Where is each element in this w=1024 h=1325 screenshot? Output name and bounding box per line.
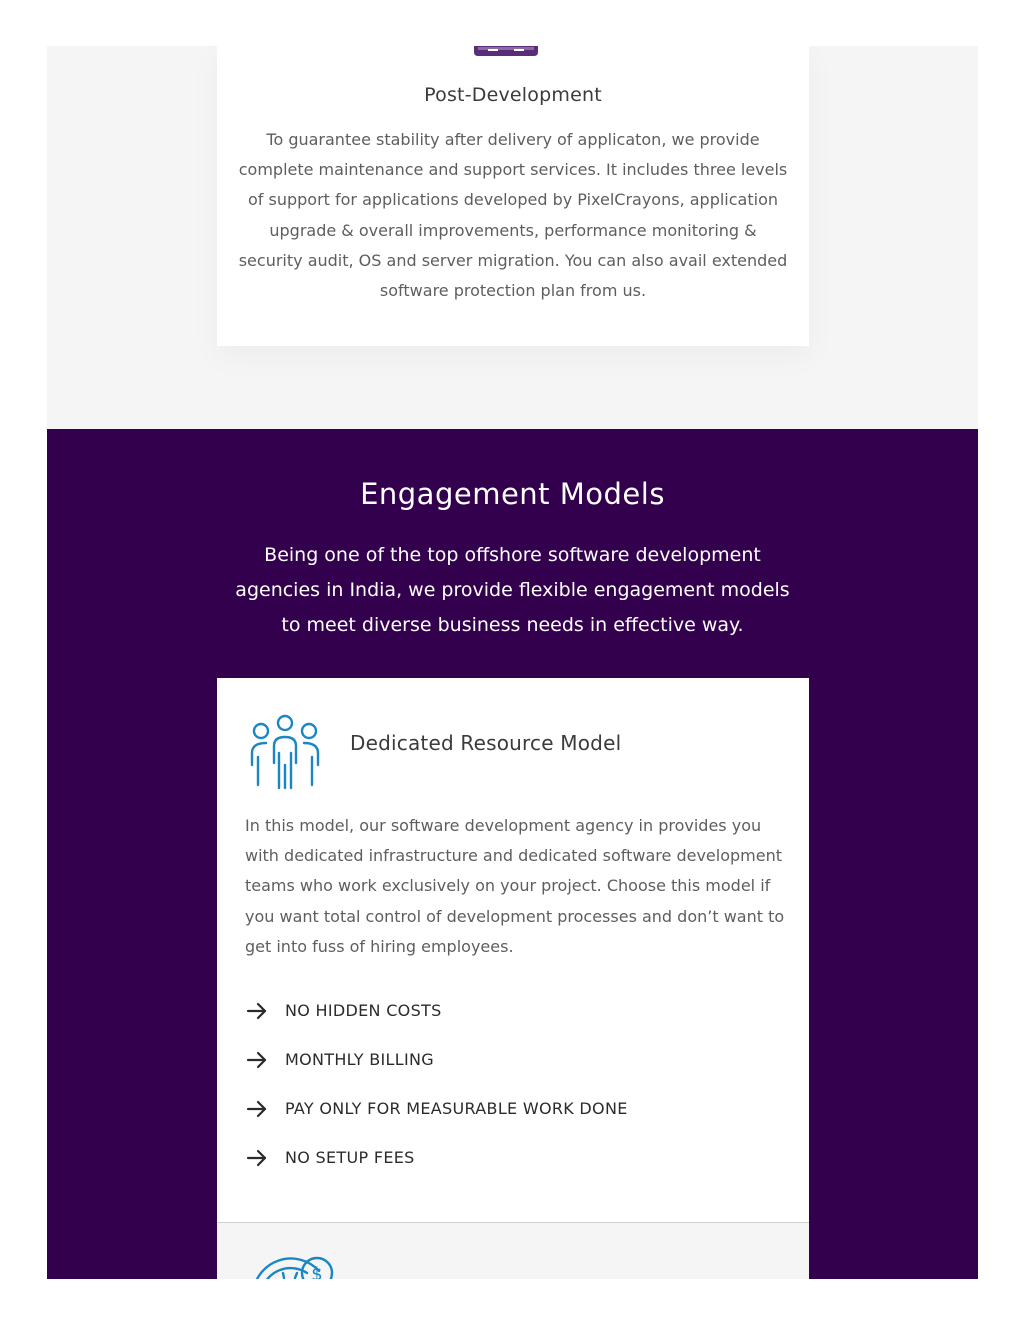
feature-item [245,996,628,1045]
team-icon [248,713,322,791]
services-section [47,46,978,429]
dedicated-resource-model-description: In this model, our software development agency in provides you with dedicated infrastructure and dedicated software development teams who work exclusively on your project. Choose this model if you want total control of development processes and don’t want to get into fuss of hiring employees. [245,816,785,956]
svg-text:$: $ [311,1264,323,1285]
arrow-right-icon [245,1097,269,1121]
arrow-right-icon [245,1146,269,1170]
post-development-icon [474,46,538,56]
dedicated-resource-model-card [217,678,809,1222]
arrow-right-icon [245,999,269,1023]
post-development-title: Post-Development [424,84,602,106]
feature-label: PAY ONLY FOR MEASURABLE WORK DONE [285,1099,628,1118]
feature-item [245,1143,628,1192]
feature-item [245,1045,628,1094]
post-development-description: To guarantee stability after delivery of applicaton, we provide complete maintenance and support services. It includes three levels of support for applications developed by PixelCrayons, application upgrade & overall improvements, performance monitoring & security audit, OS and server migration. You can also avail extended software protection plan from us. [238,130,788,301]
feature-label: MONTHLY BILLING [285,1050,434,1069]
feature-label: NO SETUP FEES [285,1148,415,1167]
dedicated-resource-model-title: Dedicated Resource Model [350,731,622,755]
feature-label: NO HIDDEN COSTS [285,1001,442,1020]
post-development-card [217,46,809,346]
arrow-right-icon [245,1048,269,1072]
engagement-models-description: Being one of the top offshore software development agencies in India, we provide flexible engagement models to meet diverse business needs in effective way. [235,544,790,636]
feature-list [245,996,628,1192]
fixed-price-model-card [217,1222,809,1285]
feature-item [245,1094,628,1143]
engagement-models-title: Engagement Models [360,477,665,511]
dollar-gauge-icon [249,1253,339,1285]
page [47,46,978,1285]
engagement-models-section [47,429,978,1285]
